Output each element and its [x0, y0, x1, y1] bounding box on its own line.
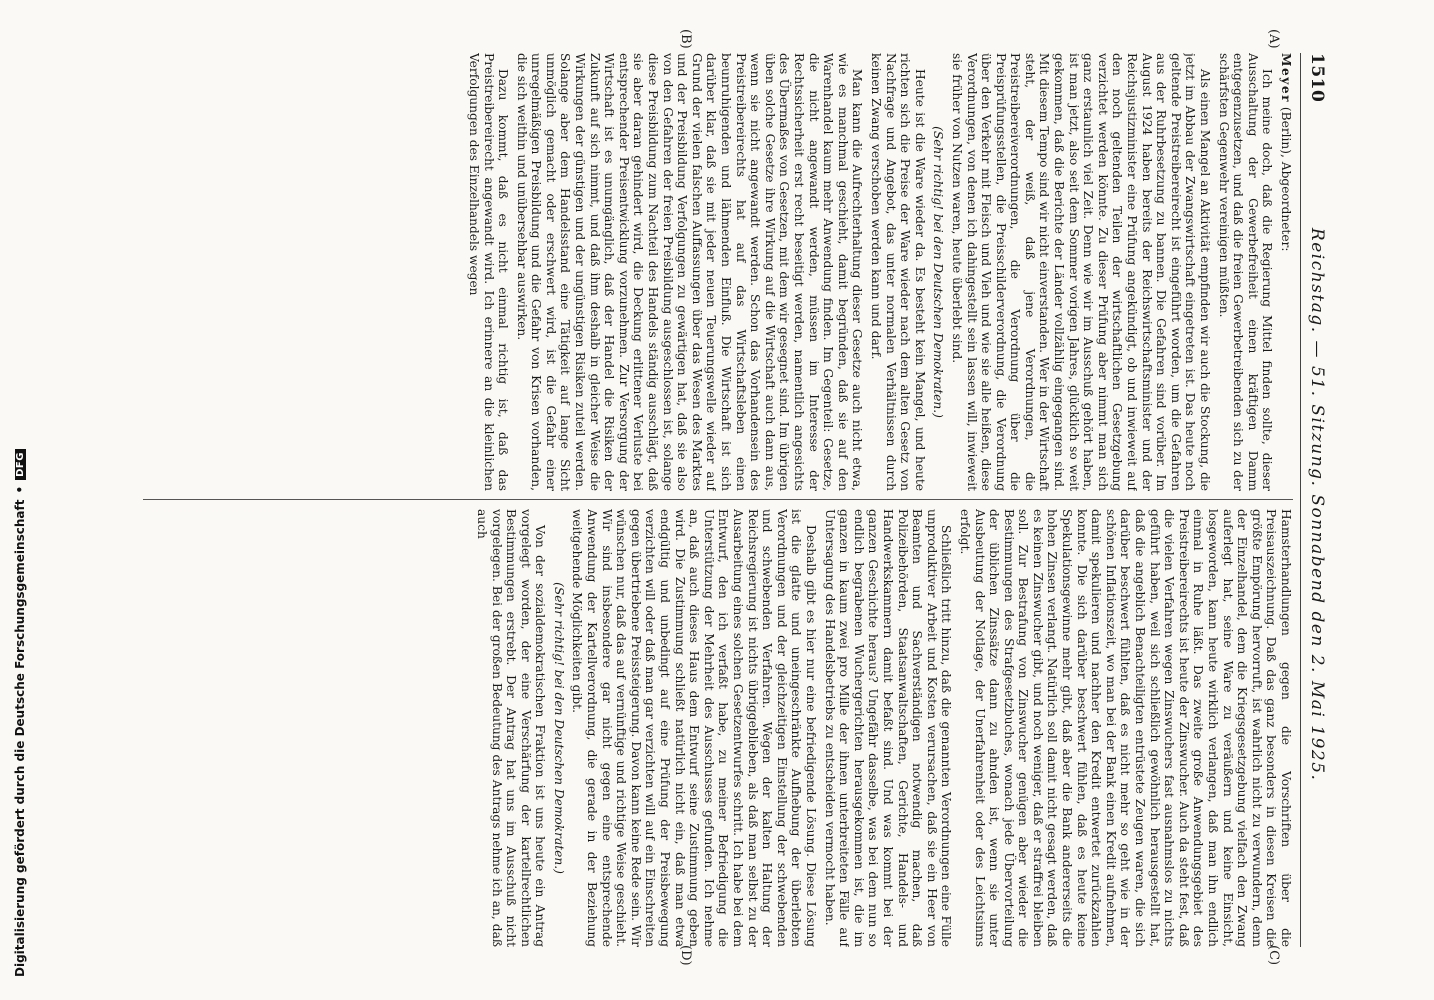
paragraph: Ich meine doch, daß die Regierung Mittel finden sollte, dieser Ausschaltung der Gewerbefreiheit einen kräftigen Damm entgegenzusetzen, und daß die freien Gewerbetreibenden sich zu der schärfsten Gegenwehr vereinigen müßten.: [1216, 53, 1275, 491]
paragraph: Dazu kommt, daß es nicht einmal richtig ist, daß das Preistreibereirecht angewandt wird. Ich erinnere an die kleinlichen Verfolgungen des Einzelhandels wegen: [466, 53, 511, 491]
page-header: [1300, 53, 1327, 947]
paragraph: Als einen Mangel an Aktivität empfinden wir auch die Stockung, die jetzt im Abbau der Zwangswirtschaft eingetreten ist. Das heute noch geltende Preistreibereirecht ist eingeführt worden, um die Gefahren aus der Ruhrbesetzung zu bannen. Die Gefahren sind vorüber. Im August 1924 haben bereits der Reichswirtschaftsminister und der Reichsjustizminister eine Prüfung angekündigt, ob und inwieweit auf den noch geltenden Teilen der wirtschaftlichen Gesetzgebung verzichtet werden könnte. Zu dieser Prüfung aber nimmt man sich ganz erstaunlich viel Zeit. Denn wie wir im Ausschuß gehört haben, ist man jetzt, also seit dem Sommer vorigen Jahres, glücklich so weit gekommen, daß die Berichte der Länder vollzählig eingegangen sind. Mit diesem Tempo sind wir nicht einverstanden. Wer in der Wirtschaft steht, der weiß, daß jene Verordnungen, die Preistreibereiverordnungen, die Verordnung über die Preisprüfungsstellen, die Preisschilderverordnung, die Verordnung über den Verkehr mit Fleisch und Vieh und wie sie alle heißen, diese Verordnungen, von denen ich dahingestellt sein lassen will, inwieweit sie früher von Nutzen waren, heute überlebt sind.: [949, 53, 1213, 491]
speaker-note: (Berlin), Abgeordneter:: [1279, 106, 1293, 252]
margin-marker-d: (D): [678, 945, 693, 966]
speaker-name: Meyer: [1279, 53, 1293, 104]
paragraph: Man kann die Aufrechterhaltung dieser Gesetze auch nicht etwa, wie es manchmal geschieht, damit begründen, daß sie auf den Warenhandel kaum mehr Anwendung finden. Im Gegenteil: Gesetze, die nicht angewandt werden, müssen im Interesse der Rechtssicherheit erst recht beseitigt werden, namentlich angesichts des Übermaßes von Gesetzen, mit dem wir gesegnet sind. Im übrigen üben solche Gesetze ihre Wirkung auf die Wirtschaft auch dann aus, wenn sie nicht angewandt werden. Schon das Vorhandensein des Preistreibereirechts hat auf das Wirtschaftsleben einen beunruhigenden und lähmenden Einfluß. Die Wirtschaft ist sich darüber klar, daß sie mit jeder neuen Teuerungswelle wieder auf Grund der vielen falschen Auffassungen über das Wesen des Marktes und der Preisbildung Verfolgungen zu gewärtigen hat, daß sie also von den Gefahren der freien Preisbildung ausgeschlossen ist, solange diese Preisbildung zum Nachteil des Handels ständig ausschlägt, daß sie aber daran gehindert wird, die Deckung erlittener Verluste bei entsprechender Preisentwicklung vorzunehmen. Zur Versorgung der Wirtschaft ist es unumgänglich, daß der Handel die Risiken der Zukunft auf sich nimmt, und daß ihm deshalb in gleicher Weise die Wirkungen der günstigen und der ungünstigen Risiken zuteil werden. Solange aber dem Handelsstand eine Tätigkeit auf lange Sicht unmöglich gemacht oder erschwert wird, ist die Gefahr einer unregelmäßigen Preisbildung und die Gefahr von Krisen vorhanden, die sich weithin und unübersehbar auswirken.: [514, 53, 865, 491]
paragraph: Deshalb gibt es hier nur eine befriedigende Lösung. Diese Lösung ist die glatte und uneingeschränkte Aufhebung der überlebten Verordnungen und der gleichzeitigen Einstellung der schwebenden und schwebenden Verfahren. Wegen der kalten Haltung der Reichsregierung ist nichts übriggeblieben, als daß man selbst zu der Ausarbeitung eines solchen Gesetzentwurfes schritt. Ich habe bei dem Entwurf, den ich verfaßt habe, zu meiner Befriedigung die Unterstützung der Mehrheit des Ausschusses gefunden. Ich nehme an, daß auch dieses Haus dem Entwurf seine Zustimmung geben wird. Die Zustimmung schließt natürlich nicht ein, daß man etwa endgültig und unbedingt auf eine Prüfung der Preisbewegung verzichten will oder daß man gar verzichten will auf ein Einschreiten gegen übertriebene Preissteigerung. Davon kann keine Rede sein. Wir wünschen nur, daß das auf vernünftige und richtige Weise geschieht. Wir sind insbesondere gar nicht gegen eine entsprechende Anwendung der Kartellverordnung, die gerade in der Beziehung weitgehende Möglichkeiten gibt.: [570, 509, 818, 947]
running-head: Reichstag. — 51. Sitzung. Sonnabend den 2. Mai 1925.: [1307, 227, 1327, 782]
left-column: [133, 53, 1293, 491]
page-number: 1510: [1307, 53, 1327, 103]
interjection: (Sehr richtig! bei den Deutschen Demokraten.): [931, 126, 946, 418]
margin-marker-a: (A): [1266, 29, 1281, 49]
column-divider: [143, 499, 1293, 500]
paragraph: Von der sozialdemokratischen Fraktion ist uns heute ein Antrag vorgelegt worden, der eine Verschärfung der kartellrechtlichen Bestimmungen erstrebt. Der Antrag hat uns im Ausschuß nicht vorgelegen. Bei der großen Bedeutung des Antrags nehme ich an, daß auch: [474, 509, 548, 947]
rotated-page: [117, 29, 1333, 966]
paragraph: Heute ist die Ware wieder da. Es besteht kein Mangel, und heute richten sich die Preise der Ware wieder nach dem alten Gesetz von Nachfrage und Angebot, das unter normalen Verhältnissen durch keinen Zwang verschoben werden kann und darf.: [868, 53, 927, 491]
paragraph: Schließlich tritt hinzu, daß die genannten Verordnungen eine Fülle unproduktiver Arbeit und Kosten verursachen, daß sie ein Heer von Beamten und Sachverständigen notwendig machen, daß Polizeibehörden, Staatsanwaltschaften, Gerichte, Handels- und Handwerkskammern damit befaßt sind. Und was kommt bei der ganzen Geschichte heraus? Ungefähr dasselbe, was bei dem nun so endlich begrabenen Wuchergerichten herausgekommen ist, die im ganzen in kaum zwei pro Mille der ihnen unterbreiteten Fälle auf Untersagung des Handelsbetriebs zu entscheiden vermocht haben.: [822, 509, 954, 947]
margin-marker-b: (B): [678, 29, 693, 49]
speaker-line: [1278, 53, 1293, 491]
margin-marker-c: (C): [1266, 945, 1281, 966]
paragraph: Hamsterhandlungen gegen die Vorschriften über die Preisauszeichnung. Daß das ganz besonders in diesen Kreisen die größte Empörung hervorruft, ist wahrlich nicht zu verwundern, denn der Einzelhandel, dem die Kriegsgesetzgebung vielfach den Zwang auferlegt hat, seine Ware zu veräußern und keine Einsicht, losgeworden, kann heute wirklich verlangen, daß man ihn endlich einmal in Ruhe läßt. Das zweite große Anwendungsgebiet des Preistreibereirechts ist heute der Zinswucher. Auch da steht fest, daß die vielen Verfahren wegen Zinswuchers fast ausnahmslos zu nichts geführt haben, weil sich schließlich gewöhnlich herausgestellt hat, daß die angeblich Benachteiligten entrüstete Zeugen waren, die sich darüber beschwert fühlten, daß es nicht mehr so geht wie in der schönen Inflationszeit, wo man bei der Bank einen Kredit aufnehmen, damit spekulieren und nachher den Kredit entwertet zurückzahlen konnte. Die sich darüber beschwert fühlen, daß es heute keine Spekulationsgewinne mehr gibt, daß aber die Bank andererseits die hohen Zinsen verlangt. Natürlich soll damit nicht gesagt werden, daß es keinen Zinswucher gibt, und noch weniger, daß er straffrei bleiben soll. Zur Bestrafung von Zinswucher genügen aber wieder die Bestimmungen des Strafgesetzbuches, wonach jede Übervorteilung der üblichen Zinssätze dann zu ahnden ist, wenn sie unter Ausbeutung der Notlage, der Unerfahrenheit oder des Leichtsinns erfolgt.: [957, 509, 1293, 947]
interjection: (Sehr richtig! bei den Deutschen Demokraten.): [551, 582, 566, 874]
dfg-logo-icon: DFG: [15, 449, 26, 480]
digitization-caption: Digitalisierung gefördert durch die Deutsche Forschungsgemeinschaft • DFG: [13, 0, 27, 977]
caption-text: Digitalisierung gefördert durch die Deutsche Forschungsgemeinschaft: [13, 499, 27, 977]
right-column: [133, 509, 1293, 947]
